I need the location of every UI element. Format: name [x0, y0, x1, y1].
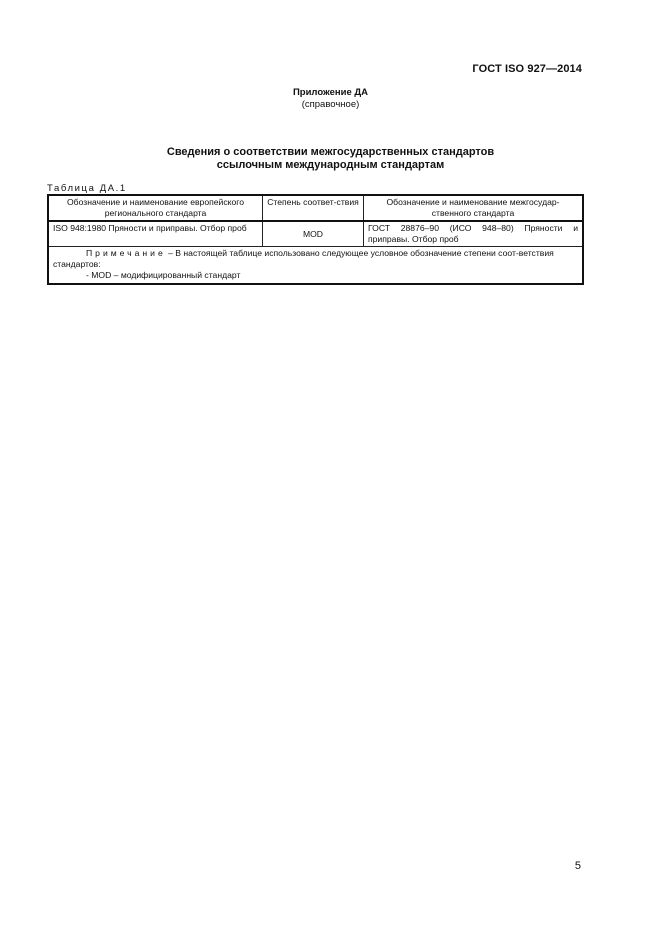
table-row: [48, 221, 583, 247]
note-text: [53, 248, 578, 270]
table-caption: Таблица ДА.1: [47, 183, 127, 194]
appendix-subtitle: (справочное): [301, 99, 360, 110]
section-title-line1: Сведения о соответствии межгосударственных стандартов: [166, 146, 495, 158]
cell-degree: MOD: [263, 221, 364, 247]
table-header-row: [48, 195, 583, 221]
cell-national: ГОСТ 28876–90 (ИСО 948–80) Пряности и приправы. Отбор проб: [364, 221, 584, 247]
header-reference: Обозначение и наименование европейского регионального стандарта: [48, 195, 263, 221]
section-title: [0, 146, 661, 172]
header-degree: Степень соответ-ствия: [263, 195, 364, 221]
table-note-row: [48, 247, 583, 285]
appendix-title: Приложение ДА: [292, 87, 369, 98]
correspondence-table: [47, 194, 584, 285]
note-item: - MOD – модифицированный стандарт: [86, 270, 241, 280]
section-title-line2: ссылочным международным стандартам: [216, 159, 445, 171]
header-national: Обозначение и наименование межгосудар-ственного стандарта: [364, 195, 584, 221]
note-body: – В настоящей таблице использовано следующее условное обозначение степени соот-ветствия стандартов:: [53, 248, 554, 269]
note-label: Примечание: [86, 248, 166, 258]
cell-reference: ISO 948:1980 Пряности и приправы. Отбор проб: [48, 221, 263, 247]
table-note: [48, 247, 583, 285]
page-number: 5: [574, 860, 581, 872]
appendix-heading: [0, 87, 661, 111]
document-code: ГОСТ ISO 927—2014: [472, 63, 582, 75]
